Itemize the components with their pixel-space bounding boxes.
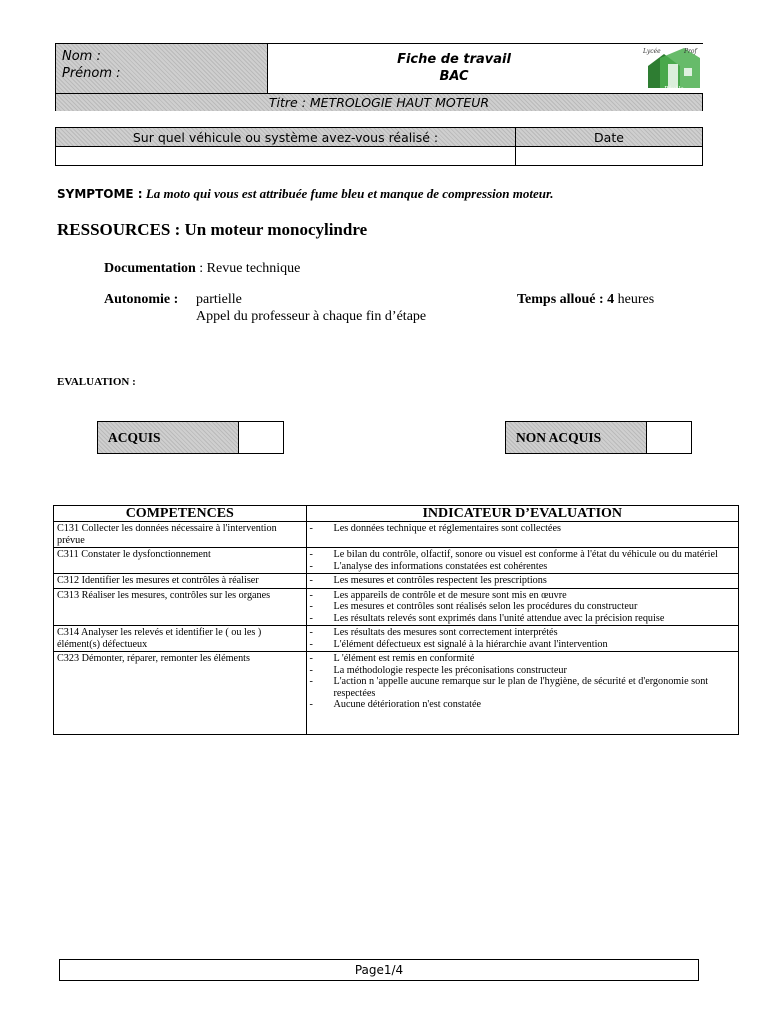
competence-cell: C313 Réaliser les mesures, contrôles sur les organes [54,588,306,626]
fiche-subtitle: BAC [439,69,469,84]
indicator-item: - L'élément défectueux est signalé à la hiérarchie avant l'intervention [310,639,736,651]
indicator-item: - Aucune détérioration n'est constatée [310,699,736,711]
autonomie-value: partielle [196,292,242,307]
documentation-value: : Revue technique [195,261,301,276]
non-acquis-box [505,421,692,454]
document-header [55,43,703,111]
symptome [57,186,554,202]
non-acquis-checkbox[interactable] [647,422,691,453]
documentation-label: Documentation [104,261,196,276]
indicator-item: - Les résultats des mesures sont correctement interprétés [310,627,736,639]
indicator-cell [306,548,738,574]
titre-row: Titre : METROLOGIE HAUT MOTEUR [56,93,702,111]
vehicle-date-table [55,127,703,166]
temps-alloue [517,292,654,308]
indicator-cell [306,652,738,735]
table-row [54,522,738,548]
indicator-cell [306,574,738,589]
name-cell [56,44,268,93]
competences-table [53,505,739,735]
indicator-item: - Le bilan du contrôle, olfactif, sonore ou visuel est conforme à l'état du véhicule ou du matériel [310,549,736,561]
competence-cell: C314 Analyser les relevés et identifier le ( ou les ) élément(s) défectueux [54,626,306,652]
symptome-label: SYMPTOME : [57,187,143,201]
indicator-item: - Les mesures et contrôles respectent les prescriptions [310,575,736,587]
competence-cell: C323 Démonter, réparer, remonter les éléments [54,652,306,735]
table-row [54,588,738,626]
indicateur-header: INDICATEUR D’EVALUATION [306,506,738,522]
logo-text-pevele: Pévèle [664,86,684,93]
temps-unit: heures [614,292,655,307]
page-footer: Page1/4 [59,959,699,981]
school-logo-icon [640,44,704,93]
autonomie-label: Autonomie : [104,292,179,307]
indicator-item: - Les données technique et réglementaires sont collectées [310,523,736,535]
indicator-item: - L'analyse des informations constatées est cohérentes [310,561,736,573]
indicator-cell [306,626,738,652]
vehicle-input-cell[interactable] [56,147,516,165]
table-row [54,548,738,574]
indicator-item: - Les mesures et contrôles sont réalisés selon les procédures du constructeur [310,601,736,613]
table-row [54,626,738,652]
indicator-item: - Les appareils de contrôle et de mesure sont mis en œuvre [310,590,736,602]
acquis-checkbox[interactable] [239,422,283,453]
prenom-label: Prénom : [62,66,121,81]
indicator-item: - L'action n 'appelle aucune remarque sur le plan de l'hygiène, de sécurité et d'ergonomie sont respectées [310,676,736,699]
indicator-cell [306,588,738,626]
vehicle-question: Sur quel véhicule ou système avez-vous réalisé : [56,128,516,147]
table-row [54,652,738,735]
logo-text-lycee: Lycée [643,48,661,55]
indicator-item: - L 'élément est remis en conformité [310,653,736,665]
indicator-cell [306,522,738,548]
indicator-item: - Les résultats relevés sont exprimés dans l'unité attendue avec la précision requise [310,613,736,625]
logo-text-prof: Prof [684,48,697,55]
non-acquis-label: NON ACQUIS [506,422,647,453]
competences-header: COMPETENCES [54,506,306,522]
competence-cell: C311 Constater le dysfonctionnement [54,548,306,574]
indicator-item: - La méthodologie respecte les préconisations constructeur [310,665,736,677]
symptome-text: La moto qui vous est attribuée fume bleu et manque de compression moteur. [145,186,554,201]
ressources-heading: RESSOURCES : Un moteur monocylindre [57,220,368,239]
autonomie-note: Appel du professeur à chaque fin d’étape [196,309,427,324]
acquis-label: ACQUIS [98,422,239,453]
temps-label: Temps alloué : [517,292,608,307]
school-logo [640,44,704,93]
competence-cell: C131 Collecter les données nécessaire à l'intervention prévue [54,522,306,548]
fiche-title-cell [268,44,640,93]
acquis-box [97,421,284,454]
evaluation-label: EVALUATION : [57,376,136,388]
table-row [54,574,738,589]
date-header: Date [516,128,702,147]
fiche-title: Fiche de travail [397,52,511,67]
competence-cell: C312 Identifier les mesures et contrôles à réaliser [54,574,306,589]
nom-label: Nom : [62,49,101,64]
documentation [104,261,300,277]
date-input-cell[interactable] [516,147,702,165]
temps-value: 4 [607,292,615,307]
